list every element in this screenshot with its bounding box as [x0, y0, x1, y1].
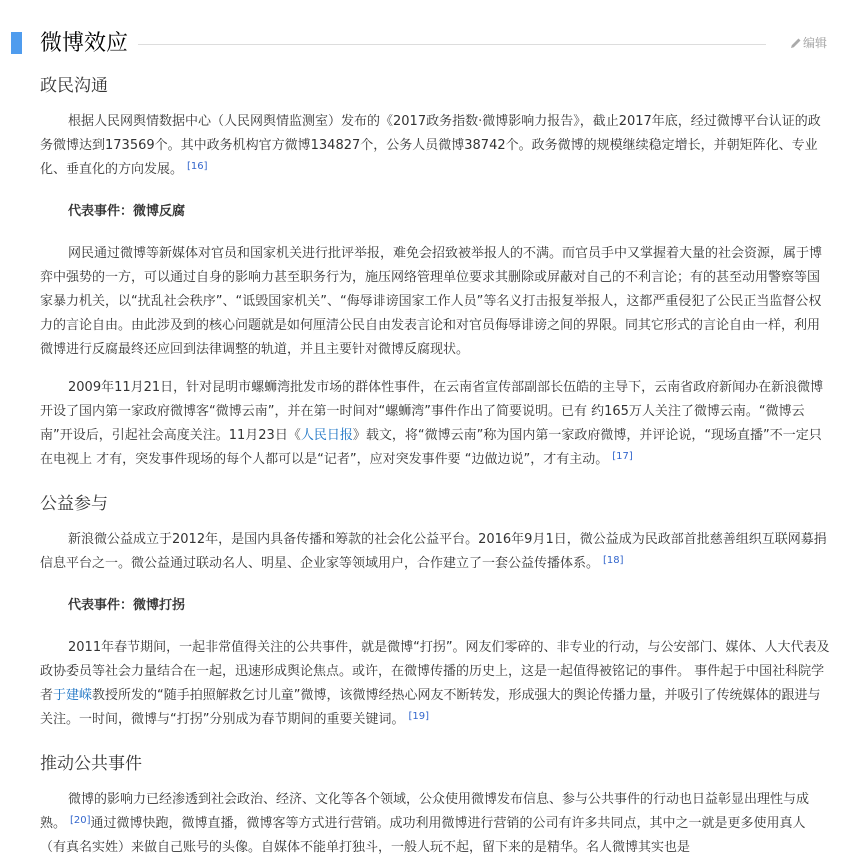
event-heading: 代表事件：微博反腐 — [68, 204, 186, 219]
paragraph-text: 新浪微公益成立于2012年，是国内具备传播和筹款的社会化公益平台。2016年9月1日，微公益成为民政部首批慈善组织互联网募捐信息平台之一。微公益通过联动名人、明星、企业家等领域用户，合作建立了一套公益传播体系。 — [40, 532, 827, 571]
edit-label: 编辑 — [803, 36, 828, 50]
section-accent-bar — [11, 32, 22, 54]
paragraph: 网民通过微博等新媒体对官员和国家机关进行批评举报，难免会招致被举报人的不满。而官员手中又掌握着大量的社会资源，属于博弈中强势的一方，可以通过自身的影响力甚至职务行为，施压网络管理单位要求其删除或屏蔽对自己的不利言论；有的甚至动用警察等国家暴力机关，以“扰乱社会秩序”、“诋毁国家机关”、“侮辱诽谤国家工作人员”等名义打击报复举报人，这都严重侵犯了公民正当监督公权力的言论自由。由此涉及到的核心问题就是如何厘清公民自由发表言论和对官员侮辱诽谤之间的界限。同其它形式的言论自由一样，利用微博进行反腐最终还应回到法律调整的轨道，并且主要针对微博反腐现状。 — [40, 246, 823, 357]
paragraph-text: 微博的影响力已经渗透到社会政治、经济、文化等各个领域，公众使用微博发布信息、参与公共事件的行动也日益彰显出理性与成熟。 — [40, 792, 810, 831]
paragraph — [40, 528, 830, 576]
citation-link[interactable]: [19] — [408, 711, 430, 722]
paragraph-text: 2009年11月21日，针对昆明市螺蛳湾批发市场的群体性事件，在云南省宣传部副部长伍皓的主导下，云南省政府新闻办在新浪微博开设了国内第一家政府微博客“微博云南”，并在第一时间对“螺蛳湾”事件作出了简要说明。已有 约165万人关注了微博云南。“微博云南”开设后，引起社会高度关注。11月23日《 — [40, 380, 824, 443]
article-content — [40, 72, 830, 860]
section-divider — [138, 44, 766, 45]
edit-button[interactable] — [790, 34, 827, 52]
paragraph-text: 教授所发的“随手拍照解救乞讨儿童”微博，该微博经热心网友不断转发，形成强大的舆论传播力量，并吸引了传统媒体的跟进与关注。一时间，微博与“打拐”分别成为春节期间的重要关键词。 — [40, 688, 821, 727]
paragraph — [40, 788, 830, 860]
renmin-ribao-link[interactable]: 人民日报 — [300, 428, 353, 443]
section-title: 微博效应 — [40, 31, 129, 56]
paragraph-text: 2011年春节期间，一起非常值得关注的公共事件，就是微博“打拐”。网友们零碎的、非专业的行动，与公安部门、媒体、人大代表及政协委员等社会力量结合在一起，迅速形成舆论焦点。或许，在微博传播的历史上，这是一起值得被铭记的事件。 事件起于中国社科院学者 — [40, 640, 830, 703]
paragraph-text: 根据人民网舆情数据中心（人民网舆情监测室）发布的《2017政务指数·微博影响力报告》，截止2017年底，经过微博平台认证的政务微博达到173569个。其中政务机构官方微博134827个，公务人员微博38742个。政务微博的规模继续稳定增长，并朝矩阵化、专业化、垂直化的方向发展。 — [40, 114, 821, 177]
citation-link[interactable]: [17] — [612, 451, 633, 462]
paragraph — [40, 376, 830, 472]
paragraph — [40, 110, 830, 182]
citation-link[interactable]: [16] — [187, 161, 208, 172]
yu-jianrong-link[interactable]: 于建嵘 — [53, 688, 93, 703]
subsection-title-charity: 公益参与 — [40, 494, 108, 514]
citation-link[interactable]: [18] — [603, 555, 624, 566]
event-heading: 代表事件：微博打拐 — [68, 598, 186, 613]
citation-link[interactable]: [20] — [70, 815, 91, 826]
paragraph-text: 》载文，将“微博云南”称为国内第一家政府微博，并评论说，“现场直播”不一定只在电视上 才有，突发事件现场的每个人都可以是“记者”，应对突发事件要 “边做边说”，才有主动。 — [40, 428, 822, 467]
paragraph-text: 通过微博快跑，微博直播，微博客等方式进行营销。成功利用微博进行营销的公司有许多共同点，其中之一就是更多使用真人（有真名实姓）来做自己账号的头像。自媒体不能单打独斗，一般人玩不起，留下来的是精华。名人微博其实也是 — [40, 816, 806, 855]
subsection-title-public-events: 推动公共事件 — [40, 754, 142, 774]
pencil-icon — [790, 37, 802, 49]
section-header — [0, 28, 847, 62]
subsection-title-government: 政民沟通 — [40, 76, 108, 96]
paragraph — [40, 636, 830, 732]
